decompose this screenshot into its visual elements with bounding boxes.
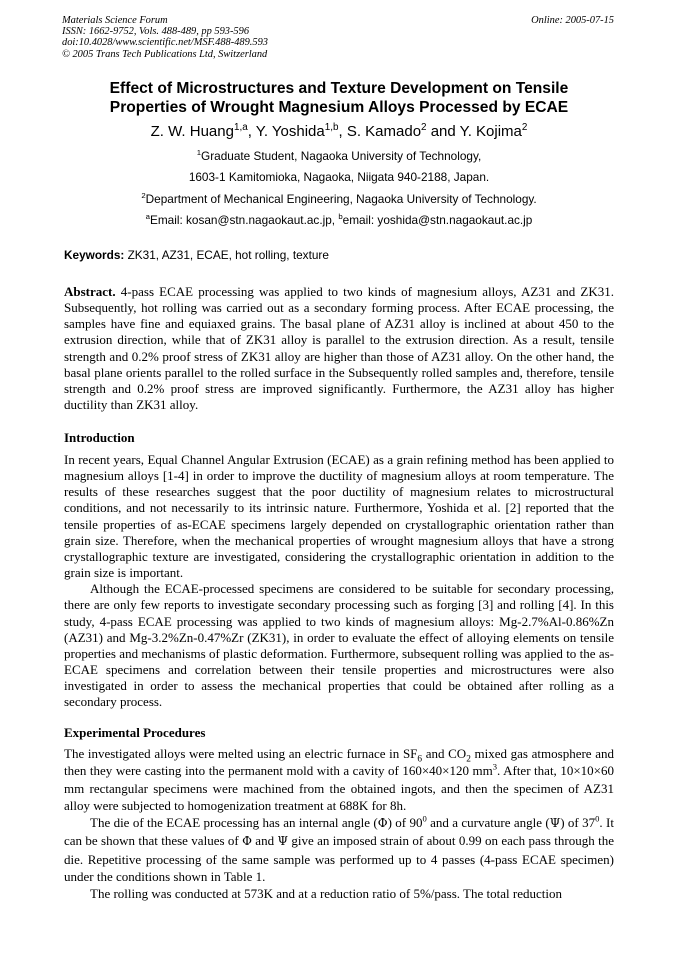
author-separator: , (247, 123, 256, 140)
psi-symbol: Ψ (277, 834, 288, 849)
experimental-paragraph-3: The rolling was conducted at 573K and at a reduction ratio of 5%/pass. The total reduction (90, 886, 562, 902)
keywords-label: Keywords: (64, 248, 125, 262)
email-a-mark: a (145, 212, 150, 222)
affiliation-1-text: Graduate Student, Nagaoka University of Technology, (201, 149, 482, 163)
author-separator: and (426, 123, 460, 140)
author-2: Y. Yoshida (255, 123, 325, 140)
keywords-text: ZK31, AZ31, ECAE, hot rolling, texture (124, 248, 329, 262)
affiliation-2-mark: 2 (141, 191, 146, 201)
author-1: Z. W. Huang (150, 123, 234, 140)
author-2-mark: 1,b (324, 122, 339, 133)
affiliation-2-text: Department of Mechanical Engineering, Nagaoka University of Technology. (145, 192, 537, 206)
doi-line: doi:10.4028/www.scientific.net/MSF.488-489.593 (62, 37, 268, 49)
phi-symbol: Φ (242, 834, 252, 849)
psi-symbol: Ψ (549, 816, 561, 831)
author-list (40, 122, 638, 142)
email-b: email: yoshida@stn.nagaokaut.ac.jp (342, 213, 533, 227)
introduction-paragraph-2: Although the ECAE-processed specimens are considered to be suitable for secondary processing, there are only few reports to investigate secondary processing such as forging [3] and rolling [4]. In this study, 4-pass ECAE processing was applied to two kinds of magnesium alloys: Mg-2.7%Al-0.86%Zn (AZ31) and Mg-3.2%Zn-0.47%Zr (ZK31), in order to evaluate the effect of alloying elements on tensile properties and mechanisms of plastic deformation. Furthermore, subsequent rolling was applied to the as-ECAE specimens and correlation between their tensile properties and microstructures were also investigated in order to assess the mechanical properties that could be obtained after rolling as a secondary process. (64, 581, 614, 710)
introduction-paragraph-1: In recent years, Equal Channel Angular Extrusion (ECAE) as a grain refining method has been applied to magnesium alloys [1-4] in order to improve the ductility of magnesium alloys at room temperature. The results of these researches suggest that the poor ductility of magnesium relates to microstructural conditions, and not necessarily to its intrinsic nature. Furthermore, Yoshida et al. [2] reported that the tensile properties of as-ECAE specimens largely depended on crystallographic orientation rather than grain size. Therefore, when the mechanical properties of wrought magnesium alloys that have a strong crystallographic texture are investigated, considering the crystallographic orientation in addition to the grain size is important. (64, 452, 614, 581)
author-1-mark: 1,a (233, 122, 248, 133)
affiliation-1-mark: 1 (196, 148, 202, 158)
abstract-label: Abstract. (64, 284, 116, 299)
experimental-body (64, 745, 614, 903)
journal-header (62, 15, 268, 60)
author-3: S. Kamado (346, 123, 422, 140)
issn-line: ISSN: 1662-9752, Vols. 488-489, pp 593-596 (62, 26, 250, 38)
email-a: Email: kosan@stn.nagaokaut.ac.jp, (149, 213, 339, 227)
email-line (40, 213, 638, 227)
email-b-mark: b (338, 212, 343, 222)
abstract-text: 4-pass ECAE processing was applied to two kinds of magnesium alloys, AZ31 and ZK31. Subsequently, hot rolling was carried out as a secondary forming process. After ECAE processing, the samples have fine and equiaxed grains. The basal plane of AZ31 alloy is inclined at about 450 to the extrusion direction, while that of ZK31 alloy is parallel to the extrusion direction. As a result, tensile strength and 0.2% proof stress of ZK31 alloy are higher than those of AZ31 alloy. On the other hand, the basal plane orients parallel to the rolled surface in the Subsequently rolled samples and, therefore, tensile strength and 0.2% proof stress are improved significantly. Furthermore, the AZ31 alloy has higher ductility than ZK31 alloy. (64, 284, 614, 413)
affiliation-1-address: 1603-1 Kamitomioka, Nagaoka, Niigata 940-2188, Japan. (188, 170, 490, 184)
copyright-line: © 2005 Trans Tech Publications Ltd, Switzerland (62, 48, 268, 60)
affiliation-1 (40, 149, 638, 163)
experimental-paragraph-2: The die of the ECAE processing has an internal angle (Φ) of $90^0$ and a curvature angle (Ψ) of $37^0$. It can be shown that these values of Φ and Ψ give an imposed strain of about 0.99 on each pass through the die. Repetitive processing of the same sample was performed up to 4 passes (4-pass ECAE specimen) under the conditions shown in Table 1. (64, 813, 614, 885)
author-4: Y. Kojima (459, 123, 522, 140)
author-separator: , (338, 123, 347, 140)
abstract (64, 284, 614, 413)
title-line-2: Properties of Wrought Magnesium Alloys Processed by ECAE (109, 99, 569, 116)
author-4-mark: 2 (521, 122, 528, 133)
journal-name: Materials Science Forum (62, 15, 168, 26)
affiliation-2 (40, 192, 638, 206)
experimental-heading: Experimental Procedures (64, 725, 206, 740)
introduction-body (64, 452, 614, 711)
phi-symbol: Φ (377, 816, 388, 831)
online-date: Online: 2005-07-15 (531, 15, 614, 26)
experimental-paragraph-1: The investigated alloys were melted using an electric furnace in $SF_6$ and $CO_2$ mixed gas atmosphere and then they were casting into the permanent mold with a cavity of 160×40×120 $mm^3$. After that, 10×10×60 mm rectangular specimens were machined from the obtained ingots, and then the specimen of AZ31 alloy were subjected to homogenization treatment at 688K for 8h. (64, 746, 614, 813)
paper-title (40, 79, 638, 117)
keywords (64, 248, 329, 263)
introduction-heading: Introduction (64, 430, 135, 445)
title-line-1: Effect of Microstructures and Texture Development on Tensile (109, 80, 569, 97)
author-3-mark: 2 (421, 122, 427, 133)
